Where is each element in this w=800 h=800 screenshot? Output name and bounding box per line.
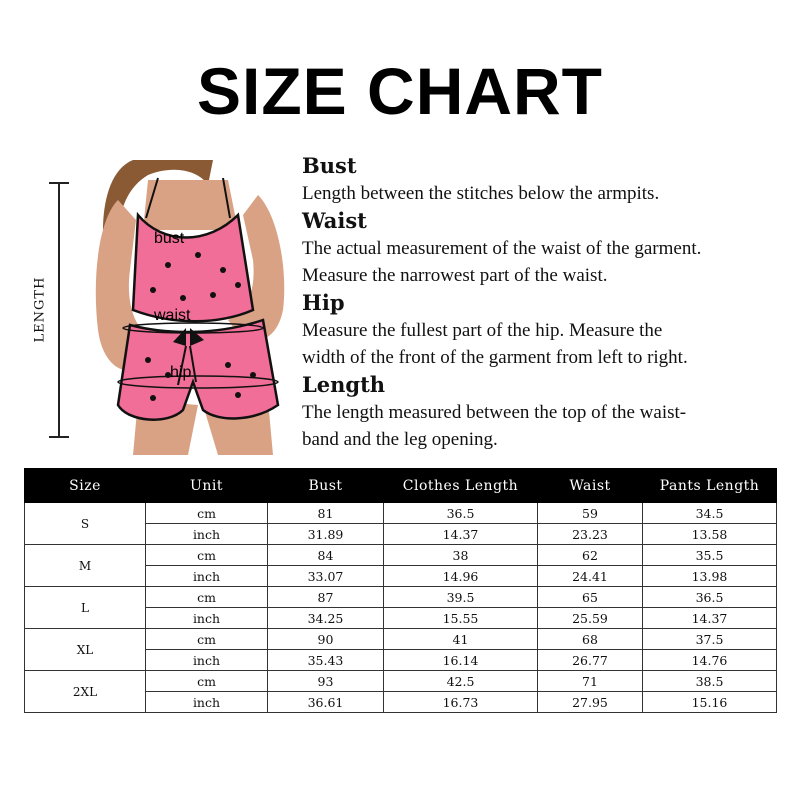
bust-cell: 34.25 <box>268 608 384 629</box>
table-row <box>25 503 777 524</box>
definition-term: Length <box>302 372 386 397</box>
page-title: SIZE CHART <box>197 54 603 128</box>
table-row <box>25 671 777 692</box>
pants-length-cell: 36.5 <box>643 587 777 608</box>
waist-cell: 65 <box>538 587 643 608</box>
definition-hip <box>302 289 792 371</box>
clothes-length-cell: 14.37 <box>384 524 538 545</box>
definition-text: The length measured between the top of the waist- <box>302 402 687 423</box>
unit-cell: inch <box>146 650 268 671</box>
pants-length-cell: 13.58 <box>643 524 777 545</box>
clothes-length-cell: 38 <box>384 545 538 566</box>
clothes-length-cell: 36.5 <box>384 503 538 524</box>
length-indicator-top-cap <box>49 182 69 184</box>
size-cell: XL <box>25 629 146 671</box>
waist-cell: 62 <box>538 545 643 566</box>
waist-cell: 26.77 <box>538 650 643 671</box>
clothes-length-cell: 16.73 <box>384 692 538 713</box>
unit-cell: inch <box>146 566 268 587</box>
definition-text: width of the front of the garment from left to right. <box>302 347 688 368</box>
definition-term: Hip <box>302 290 345 315</box>
definition-text: band and the leg opening. <box>302 429 498 450</box>
clothes-length-cell: 14.96 <box>384 566 538 587</box>
bust-label: bust <box>154 230 185 247</box>
unit-cell: cm <box>146 671 268 692</box>
table-header-row <box>25 469 777 503</box>
bust-cell: 31.89 <box>268 524 384 545</box>
length-indicator-bottom-cap <box>49 436 69 438</box>
waist-cell: 23.23 <box>538 524 643 545</box>
pants-length-cell: 38.5 <box>643 671 777 692</box>
waist-cell: 27.95 <box>538 692 643 713</box>
table-row <box>25 629 777 650</box>
pants-length-cell: 13.98 <box>643 566 777 587</box>
definition-waist <box>302 207 792 289</box>
unit-cell: inch <box>146 608 268 629</box>
pants-length-cell: 34.5 <box>643 503 777 524</box>
unit-cell: inch <box>146 692 268 713</box>
hip-label: hip <box>170 364 192 381</box>
bust-cell: 90 <box>268 629 384 650</box>
unit-cell: inch <box>146 524 268 545</box>
definition-text: Length between the stitches below the armpits. <box>302 183 660 204</box>
unit-cell: cm <box>146 629 268 650</box>
clothes-length-cell: 41 <box>384 629 538 650</box>
bust-cell: 93 <box>268 671 384 692</box>
column-header-clothes-length: Clothes Length <box>384 469 538 503</box>
clothes-length-cell: 39.5 <box>384 587 538 608</box>
column-header-pants-length: Pants Length <box>643 469 777 503</box>
definition-text: Measure the fullest part of the hip. Measure the <box>302 320 663 341</box>
unit-cell: cm <box>146 587 268 608</box>
table-row <box>25 587 777 608</box>
size-table <box>24 468 777 713</box>
waist-label: waist <box>154 307 191 324</box>
bust-cell: 35.43 <box>268 650 384 671</box>
clothes-length-cell: 15.55 <box>384 608 538 629</box>
waist-cell: 71 <box>538 671 643 692</box>
size-cell: S <box>25 503 146 545</box>
bust-cell: 33.07 <box>268 566 384 587</box>
size-cell: 2XL <box>25 671 146 713</box>
bust-cell: 81 <box>268 503 384 524</box>
column-header-size: Size <box>25 469 146 503</box>
pants-length-cell: 35.5 <box>643 545 777 566</box>
pants-length-cell: 14.37 <box>643 608 777 629</box>
unit-cell: cm <box>146 545 268 566</box>
definition-text: The actual measurement of the waist of the garment. <box>302 238 702 259</box>
size-cell: L <box>25 587 146 629</box>
waist-cell: 24.41 <box>538 566 643 587</box>
column-header-unit: Unit <box>146 469 268 503</box>
measurement-definitions <box>302 152 792 453</box>
model-figure <box>30 160 292 460</box>
definition-bust <box>302 152 792 207</box>
clothes-length-cell: 42.5 <box>384 671 538 692</box>
clothes-length-cell: 16.14 <box>384 650 538 671</box>
waist-cell: 25.59 <box>538 608 643 629</box>
definition-text: Measure the narrowest part of the waist. <box>302 265 608 286</box>
bust-cell: 84 <box>268 545 384 566</box>
waist-cell: 59 <box>538 503 643 524</box>
unit-cell: cm <box>146 503 268 524</box>
column-header-bust: Bust <box>268 469 384 503</box>
pants-length-cell: 15.16 <box>643 692 777 713</box>
size-cell: M <box>25 545 146 587</box>
pants-length-cell: 14.76 <box>643 650 777 671</box>
definition-term: Waist <box>302 208 367 233</box>
pants-length-cell: 37.5 <box>643 629 777 650</box>
definition-length <box>302 371 792 453</box>
waist-cell: 68 <box>538 629 643 650</box>
length-label: LENGTH <box>32 276 48 343</box>
column-header-waist: Waist <box>538 469 643 503</box>
length-indicator-line <box>58 182 60 438</box>
bust-cell: 87 <box>268 587 384 608</box>
bust-cell: 36.61 <box>268 692 384 713</box>
definition-term: Bust <box>302 153 357 178</box>
table-row <box>25 545 777 566</box>
